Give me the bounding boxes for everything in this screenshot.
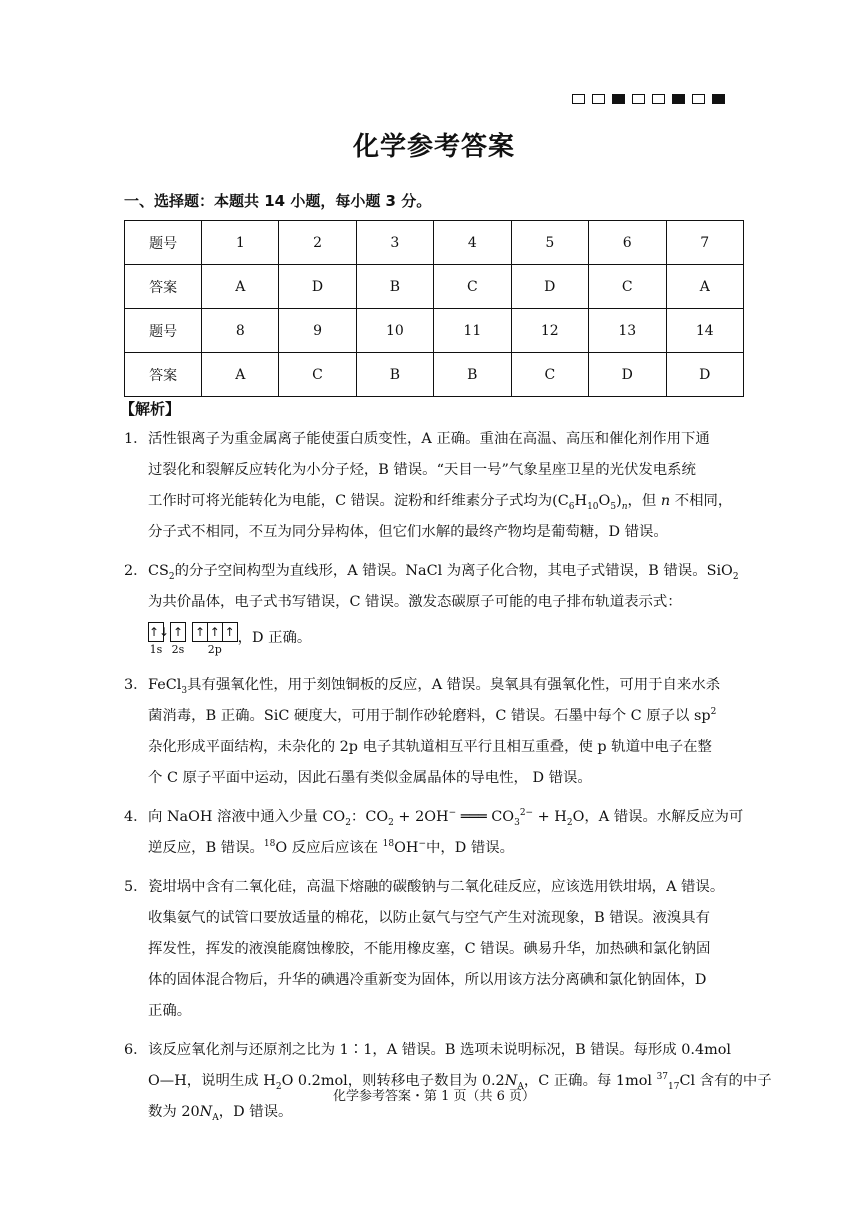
item-number: 6． (124, 1042, 148, 1058)
item-number: 1． (124, 431, 148, 447)
text-span: O 反应后应该在 (275, 840, 383, 856)
text-span: + 2OH (393, 809, 449, 825)
item-body (148, 1035, 772, 1128)
text-span: O—H，说明生成 H (148, 1073, 276, 1089)
text-line: 分子式不相同，不互为同分异构体，但它们水解的最终产物均是葡萄糖，D 错误。 (148, 524, 668, 540)
text-span: ，D 错误。 (218, 1104, 293, 1120)
table-cell: A (666, 265, 744, 309)
table-cell: A (202, 265, 279, 309)
table-row (125, 221, 744, 265)
text-span: 不相同， (674, 493, 733, 509)
up-arrow-icon: ↑ (222, 622, 238, 642)
item-body (148, 424, 748, 548)
text-line: 该反应氧化剂与还原剂之比为 1∶1，A 错误。B 选项未说明标况，B 错误。每形成 0.4mol (148, 1042, 732, 1058)
text-span: OH (394, 840, 419, 856)
text-line: 瓷坩埚中含有二氧化硅，高温下熔融的碳酸钠与二氧化硅反应，应该选用铁坩埚，A 错误。 (148, 879, 725, 895)
table-cell: 13 (589, 309, 666, 353)
text-span: ，但 (627, 493, 657, 509)
table-row (125, 353, 744, 397)
table-cell: D (279, 265, 356, 309)
item-body (148, 802, 748, 864)
orbital-diagram (148, 622, 238, 662)
section-heading: 一、选择题：本题共 14 小题，每小题 3 分。 (124, 192, 432, 210)
analysis-item-4 (124, 802, 748, 864)
analysis-item-6 (124, 1035, 772, 1128)
mark-square (692, 94, 705, 104)
text-line: 正确。 (148, 1003, 192, 1019)
text-line: FeCl$_3$具有强氧化性，用于刻蚀铜板的反应，A 错误。臭氧具有强氧化性，可用于自来水杀 (148, 677, 721, 696)
text-span: O 0.2mol，则转移电子数目为 0.2 (281, 1073, 505, 1089)
mark-square (712, 94, 725, 104)
table-row (125, 309, 744, 353)
text-span: 向 NaOH 溶液中通入少量 CO (148, 809, 346, 825)
analysis-item-5 (124, 872, 748, 1027)
text-span: ═══ CO (456, 809, 515, 825)
text-line: O—H，说明生成 $H_2O$ 0.2mol，则转移电子数目为 $0.2N_A$，C 正确。每 1mol $^{37}_{17}$Cl 含有的中子 (148, 1072, 772, 1092)
mark-square (652, 94, 665, 104)
text-line: 逆反应，B 错误。$^{18}$O 反应后应该在 $^{18}$OH−中，D 错误。 (148, 839, 515, 856)
text-span: + H (533, 809, 567, 825)
table-cell: B (434, 353, 511, 397)
text-span: 具有强氧化性，用于刻蚀铜板的反应，A 错误。臭氧具有强氧化性，可用于自来水杀 (187, 677, 721, 693)
page-title: 化学参考答案 (352, 132, 515, 162)
avogadro-symbol: N (199, 1104, 213, 1120)
text-line: 杂化形成平面结构，未杂化的 2p 电子其轨道相互平行且相互重叠，使 p 轨道中电子在整 (148, 739, 712, 755)
text-span: 逆反应，B 错误。 (148, 840, 264, 856)
table-row (125, 265, 744, 309)
text-line (148, 618, 748, 662)
text-line: 菌消毒，B 正确。SiC 硬度大，可用于制作砂轮磨料，C 错误。石墨中每个 C 原子以 $sp^2$ (148, 707, 717, 724)
page-footer: 化学参考答案・第 1 页（共 6 页） (332, 1089, 536, 1104)
table-cell: C (511, 353, 588, 397)
orbital-2s (170, 622, 186, 656)
text-span: ：CO (350, 809, 389, 825)
table-cell: C (434, 265, 511, 309)
item-body (148, 872, 748, 1027)
text-line: 个 C 原子平面中运动，因此石墨有类似金属晶体的导电性， D 错误。 (148, 770, 592, 786)
table-cell: D (589, 353, 666, 397)
item-body (148, 556, 748, 662)
item-number: 3． (124, 677, 148, 693)
variable-n: n (660, 493, 671, 509)
text-span: ，D 正确。 (237, 630, 312, 646)
orbital-2p (192, 622, 238, 656)
analysis-item-1 (124, 424, 748, 548)
table-cell: 7 (666, 221, 744, 265)
table-cell: 10 (356, 309, 433, 353)
orbital-1s (148, 622, 170, 656)
formula-starch: $(C_6H_{10}O_5)_n$ (552, 493, 628, 512)
table-cell: 6 (589, 221, 666, 265)
up-arrow-icon: ↑ (207, 622, 223, 642)
analysis-heading: 【解析】 (120, 400, 181, 418)
text-line: 收集氨气的试管口要放适量的棉花，以防止氨气与空气产生对流现象，B 错误。液溴具有 (148, 910, 710, 926)
up-arrow-icon: ↑ (170, 622, 186, 642)
mark-square (592, 94, 605, 104)
table-cell: 4 (434, 221, 511, 265)
text-span: CS (148, 563, 169, 579)
text-span: ，C 正确。每 1mol (523, 1073, 657, 1089)
orbital-label: 2s (171, 643, 185, 656)
table-cell: 答案 (125, 353, 202, 397)
text-span: 中，D 错误。 (426, 840, 515, 856)
table-cell: C (589, 265, 666, 309)
text-line (148, 486, 748, 517)
table-cell: 答案 (125, 265, 202, 309)
binding-marks (572, 94, 725, 104)
item-number: 5． (124, 879, 148, 895)
table-cell: 8 (202, 309, 279, 353)
table-cell: 12 (511, 309, 588, 353)
orbital-label: 1s (149, 643, 163, 656)
text-line: 体的固体混合物后，升华的碘遇冷重新变为固体，所以用该方法分离碘和氯化钠固体，D (148, 972, 707, 988)
up-arrow-icon: ↑ (192, 622, 208, 642)
text-span: 的分子空间构型为直线形，A 错误。NaCl 为离子化合物，其电子式错误，B 错误。SiO (174, 563, 733, 579)
item-number: 4． (124, 809, 148, 825)
mark-square (632, 94, 645, 104)
table-cell: 5 (511, 221, 588, 265)
text-span: 菌消毒，B 正确。SiC 硬度大，可用于制作砂轮磨料，C 错误。石墨中每个 C 原子以 sp (148, 708, 711, 724)
answer-table (124, 220, 744, 397)
item-body (148, 670, 748, 794)
text-span: Cl 含有的中子 (679, 1073, 772, 1089)
item-number: 2． (124, 563, 148, 579)
table-cell: C (279, 353, 356, 397)
text-line: 过裂化和裂解反应转化为小分子烃，B 错误。“天目一号”气象星座卫星的光伏发电系统 (148, 462, 696, 478)
text-span: 工作时可将光能转化为电能，C 错误。淀粉和纤维素分子式均为 (148, 493, 553, 509)
table-cell: 题号 (125, 221, 202, 265)
table-cell: 3 (356, 221, 433, 265)
text-line: 数为 $20N_A$，D 错误。 (148, 1104, 293, 1123)
table-cell: 11 (434, 309, 511, 353)
table-cell: D (666, 353, 744, 397)
table-cell: A (202, 353, 279, 397)
text-span: 数为 20 (148, 1104, 200, 1120)
table-cell: D (511, 265, 588, 309)
orbital-label: 2p (207, 643, 222, 656)
table-cell: 14 (666, 309, 744, 353)
table-cell: 9 (279, 309, 356, 353)
table-cell: 1 (202, 221, 279, 265)
table-cell: B (356, 265, 433, 309)
table-cell: 题号 (125, 309, 202, 353)
text-span: FeCl (148, 677, 182, 693)
text-span: O，A 错误。水解反应为可 (572, 809, 744, 825)
analysis-item-2 (124, 556, 748, 662)
text-line: 挥发性，挥发的液溴能腐蚀橡胶，不能用橡皮塞，C 错误。碘易升华，加热碘和氯化钠固 (148, 941, 711, 957)
text-line: 向 NaOH 溶液中通入少量 $CO_2$：$CO_2 + 2OH^-$ ═══ $CO_3^{2-} + H_2O$，A 错误。水解反应为可 (148, 808, 744, 828)
mark-square (672, 94, 685, 104)
avogadro-symbol: N (504, 1073, 518, 1089)
analysis-list (124, 424, 772, 1136)
mark-square (572, 94, 585, 104)
up-down-arrow-icon: ↑↓ (148, 622, 164, 642)
text-line: 为共价晶体，电子式书写错误，C 错误。激发态碳原子可能的电子排布轨道表示式： (148, 594, 682, 610)
analysis-item-3 (124, 670, 748, 794)
mark-square (612, 94, 625, 104)
table-cell: 2 (279, 221, 356, 265)
text-line: $CS_2$的分子空间构型为直线形，A 错误。NaCl 为离子化合物，其电子式错误，B 错误。SiO$_2$ (148, 563, 739, 582)
table-cell: B (356, 353, 433, 397)
text-line: 活性银离子为重金属离子能使蛋白质变性，A 正确。重油在高温、高压和催化剂作用下通 (148, 431, 710, 447)
